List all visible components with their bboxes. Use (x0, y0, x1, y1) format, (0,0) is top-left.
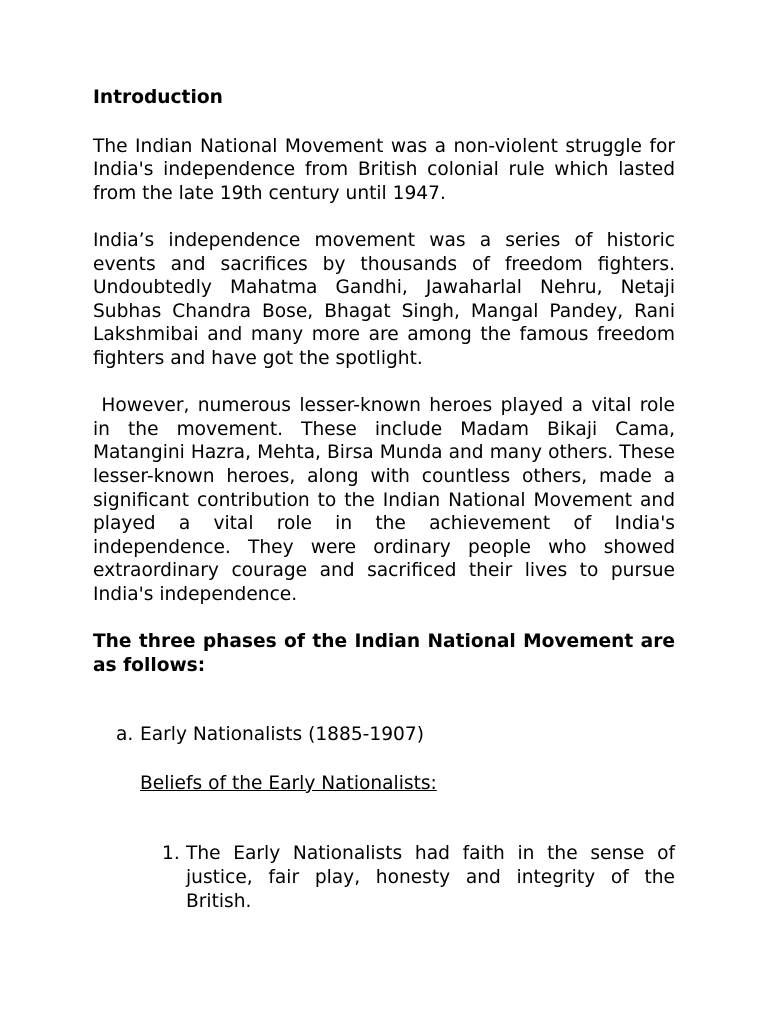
paragraph-intro: The Indian National Movement was a non-violent struggle for India's independence from British colonial rule which lasted from the late 19th century until 1947. (93, 135, 675, 204)
list-item-text: The Early Nationalists had faith in the sense of justice, fair play, honesty and integrity of the British. (186, 843, 675, 912)
paragraph-lesser-known-heroes: However, numerous lesser-known heroes played a vital role in the movement. These include Madam Bikaji Cama, Matangini Hazra, Mehta, Birsa Munda and many others. These lesser-known heroes, along with countless others, made a significant contribution to the Indian National Movement and played a vital role in the achievement of India's independence. They were ordinary people who showed extraordinary courage and sacrificed their lives to pursue India's independence. (93, 395, 681, 605)
phases-heading: The three phases of the Indian National Movement are as follows: (93, 631, 675, 676)
list-item-text: Early Nationalists (1885-1907) (140, 724, 424, 746)
section-heading-introduction: Introduction (93, 87, 223, 108)
paragraph-freedom-fighters: India’s independence movement was a series of historic events and sacrifices by thousands of freedom fighters. Undoubtedly Mahatma Gandhi, Jawaharlal Nehru, Netaji Subhas Chandra Bose, Bhagat Singh, Mangal Pandey, Rani Lakshmibai and many more are among the famous freedom fighters and have got the spotlight. (93, 229, 675, 369)
beliefs-subheading: Beliefs of the Early Nationalists: (140, 772, 437, 794)
document-page (93, 86, 681, 913)
list-item-phase-a (93, 723, 675, 747)
list-item-belief-1 (93, 842, 675, 913)
list-marker: a. (116, 724, 134, 746)
list-marker: 1. (162, 843, 180, 865)
